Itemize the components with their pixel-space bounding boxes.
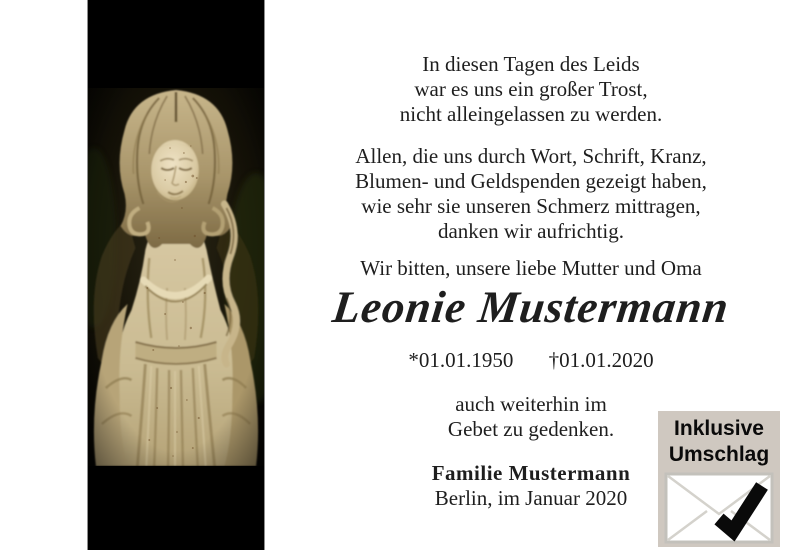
birth-date: *01.01.1950 — [408, 348, 514, 372]
stone-angel-statue-photo — [88, 88, 264, 466]
condolence-line: In diesen Tagen des Leids — [422, 52, 640, 76]
request-line: Gebet zu gedenken. — [447, 417, 615, 441]
condolence-paragraph — [270, 52, 786, 127]
intro-line-block — [270, 256, 786, 281]
thanks-line: danken wir aufrichtig. — [437, 219, 625, 243]
badge-line: Inklusive — [674, 417, 764, 440]
death-date: †01.01.2020 — [548, 348, 654, 372]
thanks-line: Blumen- und Geldspenden gezeigt haben, — [355, 169, 707, 193]
thanks-line: Allen, die uns durch Wort, Schrift, Kranz, — [355, 144, 707, 168]
thanks-paragraph — [270, 144, 786, 244]
envelope-included-badge — [658, 411, 780, 547]
intro-line: Wir bitten, unsere liebe Mutter und Oma — [360, 256, 702, 280]
place-date: Berlin, im Januar 2020 — [434, 486, 628, 510]
photo-strip — [87, 0, 265, 550]
life-dates — [270, 347, 786, 373]
deceased-name-block — [270, 281, 786, 333]
badge-line: Umschlag — [668, 443, 770, 466]
thanks-line: wie sehr sie unseren Schmerz mittragen, — [361, 194, 701, 218]
deceased-name: Leonie Mustermann — [330, 282, 732, 332]
condolence-line: war es uns ein großer Trost, — [414, 77, 648, 101]
family-signature: Familie Mustermann — [431, 461, 631, 485]
request-line: auch weiterhin im — [455, 392, 607, 416]
condolence-line: nicht alleingelassen zu werden. — [399, 102, 663, 126]
envelope-checkmark-icon — [664, 472, 774, 544]
